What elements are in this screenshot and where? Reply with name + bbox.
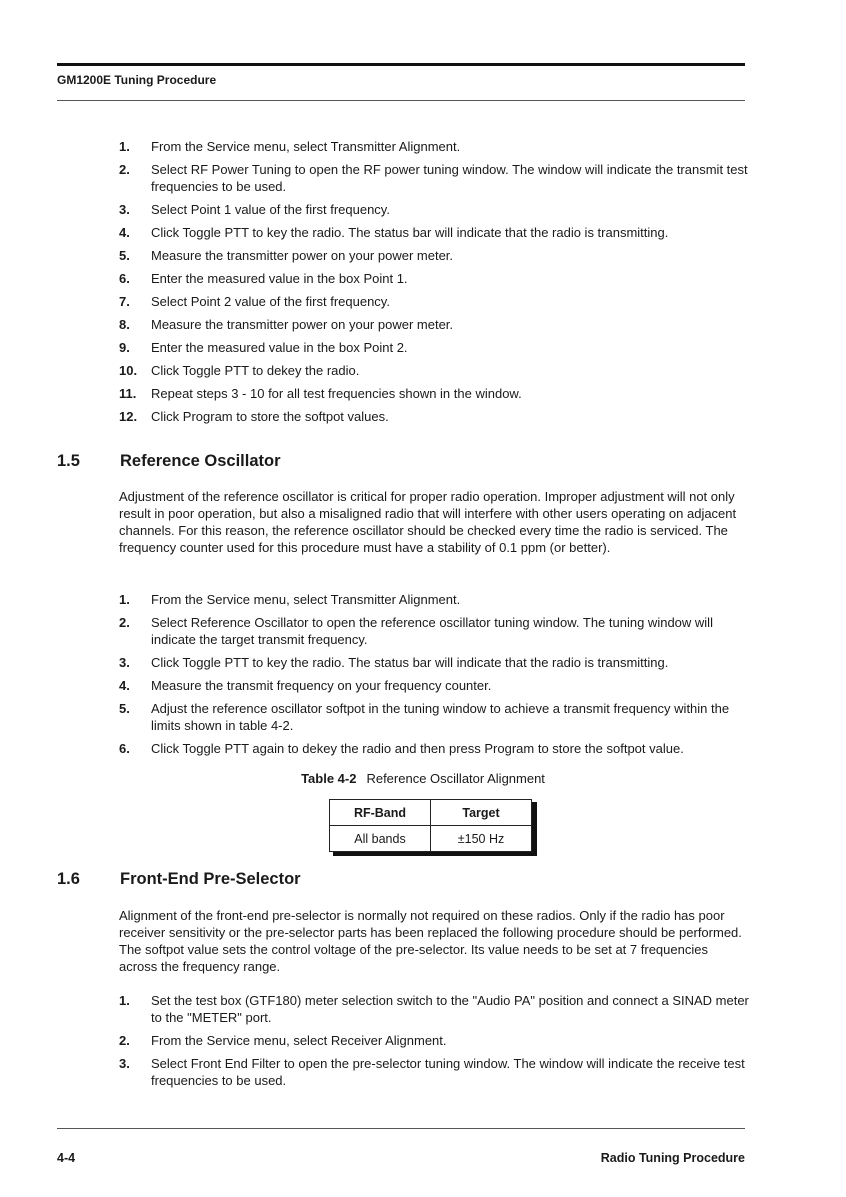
list-item bbox=[119, 362, 749, 379]
list-item bbox=[119, 408, 749, 425]
step-number: 8. bbox=[119, 317, 130, 332]
step-number: 6. bbox=[119, 271, 130, 286]
step-number: 1. bbox=[119, 139, 130, 154]
step-text: Measure the transmitter power on your power meter. bbox=[151, 317, 454, 332]
list-item bbox=[119, 247, 749, 264]
list-item bbox=[119, 654, 749, 671]
step-number: 6. bbox=[119, 741, 130, 756]
table-caption bbox=[0, 771, 846, 786]
section-number: 1.5 bbox=[57, 452, 80, 470]
list-item bbox=[119, 591, 749, 608]
step-text: Repeat steps 3 - 10 for all test frequencies shown in the window. bbox=[151, 386, 522, 401]
step-number: 2. bbox=[119, 162, 130, 177]
reference-oscillator-table bbox=[329, 799, 532, 852]
step-text: Click Toggle PTT to key the radio. The status bar will indicate that the radio is transmitting. bbox=[151, 225, 669, 240]
list-item bbox=[119, 1032, 749, 1049]
list-item bbox=[119, 316, 749, 333]
header-divider bbox=[57, 100, 745, 101]
front-end-intro: Alignment of the front-end pre-selector is normally not required on these radios. Only if the radio has poor receiver sensitivity or the pre-selector parts has been replaced the following procedure should be performed. The softpot value sets the control voltage of the pre-selector. Its value needs to be set at 7 frequencies across the frequency range. bbox=[119, 908, 742, 974]
step-number: 2. bbox=[119, 615, 130, 630]
header-rule bbox=[57, 63, 745, 66]
step-number: 2. bbox=[119, 1033, 130, 1048]
list-item bbox=[119, 224, 749, 241]
list-item bbox=[119, 614, 749, 648]
step-text: Set the test box (GTF180) meter selection switch to the "Audio PA" position and connect a SINAD meter to the "METER" port. bbox=[151, 993, 749, 1025]
step-number: 3. bbox=[119, 202, 130, 217]
table bbox=[329, 799, 532, 852]
column-header-rf-band: RF-Band bbox=[330, 800, 431, 826]
step-text: Adjust the reference oscillator softpot in the tuning window to achieve a transmit frequency within the limits shown in table 4-2. bbox=[151, 701, 730, 733]
page-number: 4-4 bbox=[57, 1151, 76, 1165]
step-text: Enter the measured value in the box Point 2. bbox=[151, 340, 408, 355]
front-end-steps bbox=[119, 992, 749, 1089]
table-title: Reference Oscillator Alignment bbox=[366, 771, 545, 786]
step-number: 1. bbox=[119, 993, 130, 1008]
step-number: 7. bbox=[119, 294, 130, 309]
step-text: Measure the transmit frequency on your frequency counter. bbox=[151, 678, 492, 693]
step-text: Select RF Power Tuning to open the RF power tuning window. The window will indicate the transmit test frequencies to be used. bbox=[151, 162, 748, 194]
cell-rf-band: All bands bbox=[330, 826, 431, 852]
step-text: Select Front End Filter to open the pre-selector tuning window. The window will indicate the receive test frequencies to be used. bbox=[151, 1056, 745, 1088]
list-item bbox=[119, 700, 749, 734]
section-number: 1.6 bbox=[57, 870, 80, 888]
list-item bbox=[119, 677, 749, 694]
step-text: Select Point 2 value of the first frequency. bbox=[151, 294, 390, 309]
step-number: 4. bbox=[119, 225, 130, 240]
step-text: Click Toggle PTT again to dekey the radio and then press Program to store the softpot value. bbox=[151, 741, 684, 756]
step-text: Select Reference Oscillator to open the reference oscillator tuning window. The tuning window will indicate the target transmit frequency. bbox=[151, 615, 713, 647]
step-number: 5. bbox=[119, 701, 130, 716]
list-item bbox=[119, 1055, 749, 1089]
step-text: Enter the measured value in the box Point 1. bbox=[151, 271, 408, 286]
reference-oscillator-intro: Adjustment of the reference oscillator is critical for proper radio operation. Improper adjustment will not only result in poor operation, but also a misaligned radio that will interfere with other users operating on adjacent channels. For this reason, the reference oscillator should be checked every time the radio is serviced. The frequency counter used for this procedure must have a stability of 0.1 ppm (or better). bbox=[119, 489, 737, 555]
page-header-title: GM1200E Tuning Procedure bbox=[57, 73, 217, 87]
table-header-row bbox=[330, 800, 532, 826]
step-text: Click Toggle PTT to dekey the radio. bbox=[151, 363, 360, 378]
step-text: Select Point 1 value of the first frequency. bbox=[151, 202, 390, 217]
step-number: 11. bbox=[119, 386, 137, 401]
step-text: Click Program to store the softpot values. bbox=[151, 409, 389, 424]
step-text: Measure the transmitter power on your power meter. bbox=[151, 248, 454, 263]
list-item bbox=[119, 740, 749, 757]
footer-divider bbox=[57, 1128, 745, 1129]
step-number: 9. bbox=[119, 340, 130, 355]
list-item bbox=[119, 385, 749, 402]
list-item bbox=[119, 339, 749, 356]
column-header-target: Target bbox=[431, 800, 532, 826]
list-item bbox=[119, 138, 749, 155]
step-number: 1. bbox=[119, 592, 130, 607]
step-number: 3. bbox=[119, 655, 130, 670]
step-text: From the Service menu, select Transmitter Alignment. bbox=[151, 592, 461, 607]
chapter-title: Radio Tuning Procedure bbox=[600, 1151, 745, 1165]
step-text: From the Service menu, select Receiver Alignment. bbox=[151, 1033, 447, 1048]
list-item bbox=[119, 270, 749, 287]
reference-oscillator-steps bbox=[119, 591, 749, 757]
step-number: 12. bbox=[119, 409, 138, 424]
table-label: Table 4-2 bbox=[301, 771, 357, 786]
list-item bbox=[119, 293, 749, 310]
section-title: Reference Oscillator bbox=[120, 452, 281, 470]
section-title: Front-End Pre-Selector bbox=[120, 870, 301, 888]
list-item bbox=[119, 201, 749, 218]
step-number: 4. bbox=[119, 678, 130, 693]
step-text: Click Toggle PTT to key the radio. The status bar will indicate that the radio is transmitting. bbox=[151, 655, 669, 670]
rf-power-steps bbox=[119, 138, 749, 425]
cell-target: ±150 Hz bbox=[431, 826, 532, 852]
step-number: 3. bbox=[119, 1056, 130, 1071]
table-row bbox=[330, 826, 532, 852]
list-item bbox=[119, 992, 749, 1026]
step-number: 10. bbox=[119, 363, 138, 378]
step-text: From the Service menu, select Transmitter Alignment. bbox=[151, 139, 461, 154]
step-number: 5. bbox=[119, 248, 130, 263]
list-item bbox=[119, 161, 749, 195]
